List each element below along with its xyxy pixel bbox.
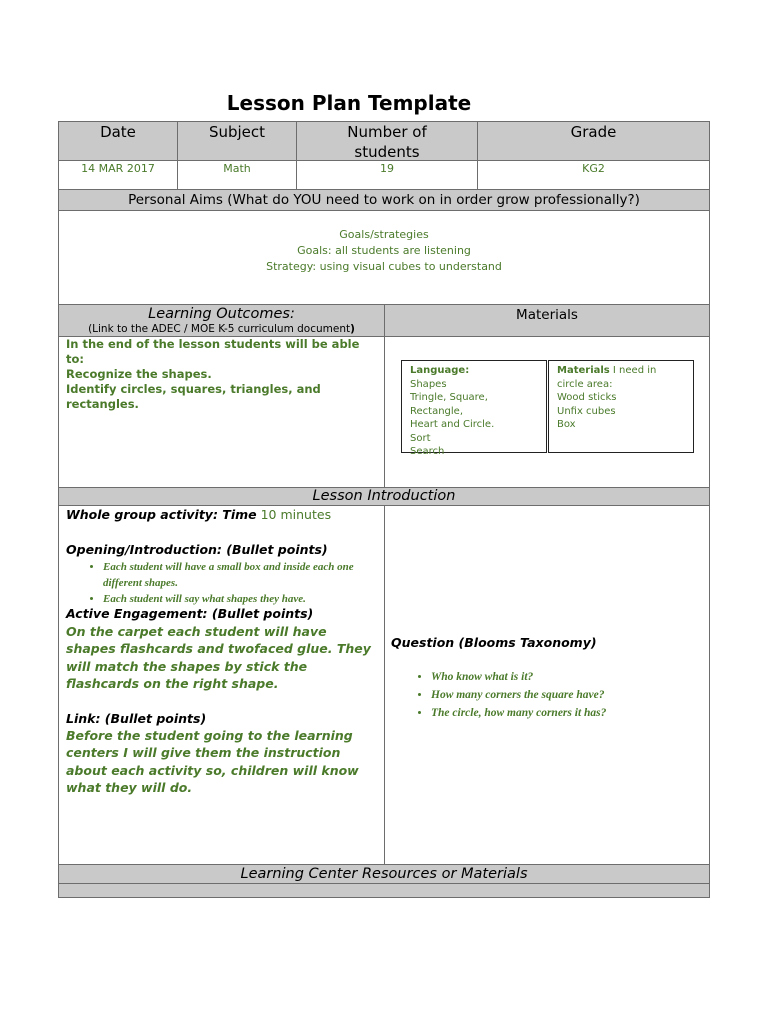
- link-body: [66, 727, 381, 796]
- learning-outcomes-body: [58, 336, 385, 488]
- active-line: will match the shapes by stick the: [66, 658, 308, 674]
- materials-item: Unfix cubes: [557, 405, 616, 417]
- language-item: Tringle, Square, Rectangle,: [410, 392, 488, 417]
- personal-aims-heading: Personal Aims (What do YOU need to work on in order grow professionally?): [58, 189, 710, 211]
- learning-outcomes-title: Learning Outcomes:: [148, 306, 295, 322]
- outcome-line: In the end of the lesson students will be able to:: [66, 337, 360, 366]
- subject-header: Subject: [177, 121, 297, 161]
- whole-group-label: Whole group activity: Time: [66, 507, 257, 522]
- question-bullet: • How many corners the square have?: [431, 686, 705, 704]
- curriculum-link-close: ): [350, 323, 355, 335]
- outcome-line: rectangles.: [66, 397, 139, 411]
- active-body: [66, 623, 381, 692]
- learning-outcomes-heading: [58, 304, 385, 337]
- outcome-line: Recognize the shapes.: [66, 367, 212, 381]
- opening-label: Opening/Introduction: (Bullet points): [66, 542, 328, 557]
- lesson-intro-right: [384, 505, 710, 865]
- whole-group-line: [66, 506, 381, 523]
- materials-item: Wood sticks: [557, 392, 617, 403]
- students-header: Number of students: [296, 121, 478, 161]
- whole-group-time: 10 minutes: [260, 507, 332, 522]
- date-value: 14 MAR 2017: [58, 160, 178, 190]
- grade-value: KG2: [477, 160, 710, 190]
- opening-bullets: [59, 559, 381, 607]
- language-item: Search: [410, 446, 445, 457]
- materials-label: Materials: [557, 365, 610, 376]
- question-bullet: • Who know what is it?: [431, 668, 705, 686]
- page-title: Lesson Plan Template: [226, 91, 472, 115]
- link-line: about each activity so, children will know: [66, 762, 359, 778]
- aims-line: Goals: all students are listening: [297, 244, 471, 257]
- materials-item: Box: [557, 419, 576, 430]
- active-label: Active Engagement: (Bullet points): [66, 606, 314, 621]
- learning-center-heading: Learning Center Resources or Materials: [58, 864, 710, 884]
- language-box: [401, 360, 547, 457]
- active-line: On the carpet each student will have: [66, 624, 327, 639]
- materials-item: circle area:: [557, 378, 613, 390]
- link-line: Before the student going to the learning: [66, 728, 353, 743]
- opening-bullet: • Each student will say what shapes they have.: [103, 591, 381, 607]
- subject-value: Math: [177, 160, 297, 190]
- materials-heading: Materials: [384, 304, 710, 337]
- students-value: 19: [296, 160, 478, 190]
- opening-bullet: • Each student will have a small box and inside each one different shapes.: [103, 559, 381, 591]
- link-line: centers I will give them the instruction: [66, 745, 341, 761]
- personal-aims-body: [58, 210, 710, 305]
- active-line: shapes flashcards and twofaced glue. They: [66, 641, 371, 657]
- aims-line: Goals/strategies: [339, 228, 429, 241]
- link-label: Link: (Bullet points): [66, 711, 207, 726]
- lesson-intro-left: [58, 505, 385, 865]
- language-label: Language:: [410, 365, 470, 376]
- outcome-line: Identify circles, squares, triangles, and: [66, 382, 321, 396]
- date-header: Date: [58, 121, 178, 161]
- materials-box: [548, 360, 694, 453]
- question-label: Question (Blooms Taxonomy): [391, 635, 597, 650]
- lesson-intro-heading: Lesson Introduction: [58, 487, 710, 506]
- materials-suffix: I need in: [609, 365, 657, 376]
- question-bullets: [385, 668, 705, 722]
- active-line: flashcards on the right shape.: [66, 675, 279, 691]
- question-bullet: • The circle, how many corners it has?: [431, 704, 705, 722]
- link-line: what they will do.: [66, 779, 193, 795]
- curriculum-link-text: (Link to the ADEC / MOE K-5 curriculum document: [88, 323, 351, 335]
- language-item: Heart and Circle.: [410, 419, 495, 430]
- aims-line: Strategy: using visual cubes to understand: [266, 260, 502, 273]
- learning-center-body: [58, 883, 710, 898]
- grade-header: Grade: [477, 121, 710, 161]
- curriculum-link-note: [59, 323, 384, 335]
- language-item: Shapes: [410, 378, 447, 390]
- language-item: Sort: [410, 432, 431, 444]
- materials-first-line: [557, 364, 685, 378]
